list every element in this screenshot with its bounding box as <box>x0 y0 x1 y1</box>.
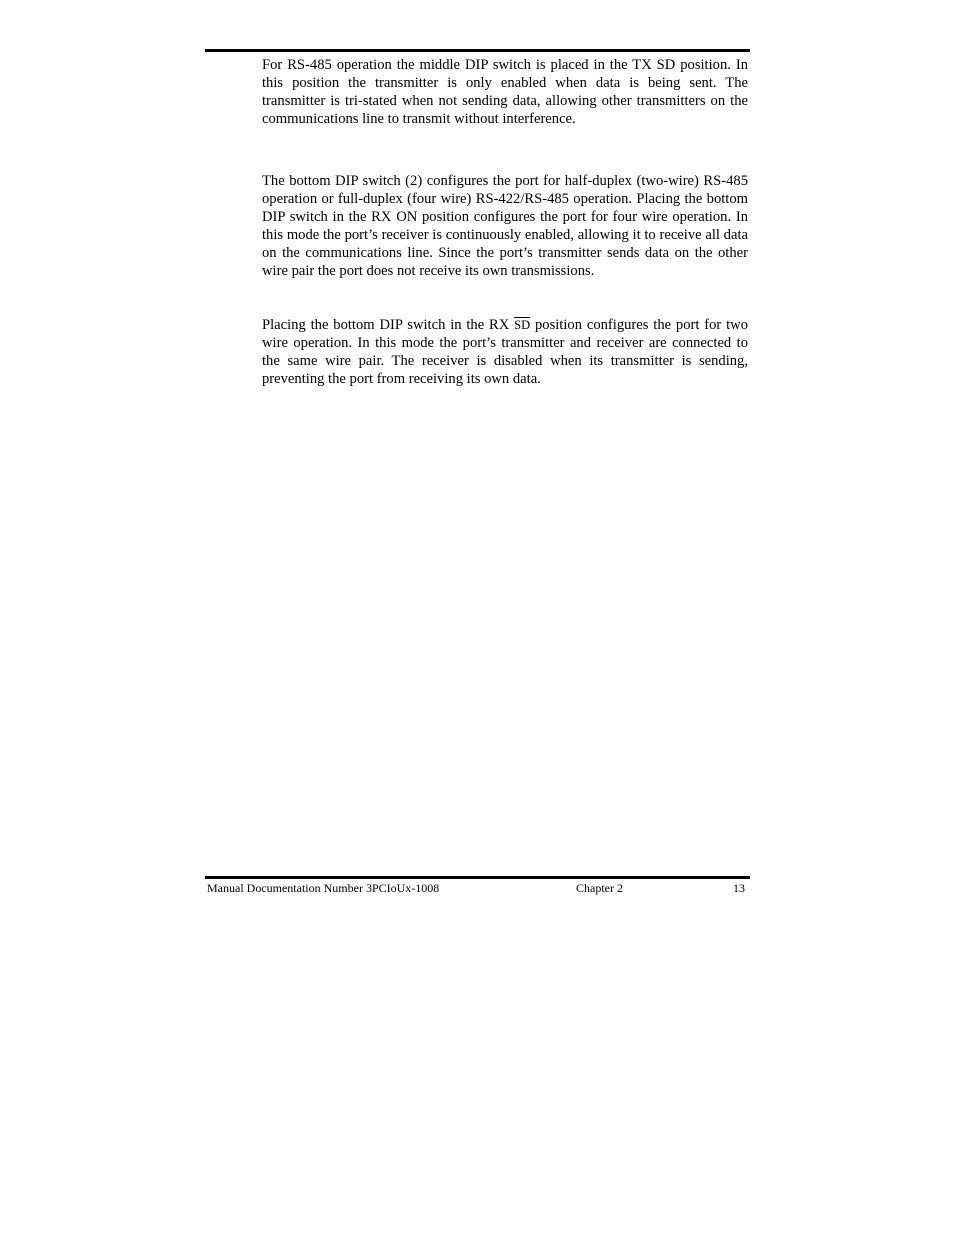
header-rule <box>205 49 750 52</box>
overlined-sd-label: $\overline{SD}$ <box>514 318 531 332</box>
footer-rule <box>205 876 750 879</box>
paragraph-rx-on: The bottom DIP switch (2) configures the port for half-duplex (two-wire) RS-485 operation or full-duplex (four wire) RS-422/RS-485 operation. Placing the bottom DIP switch in the RX ON position configures the port for four wire operation. In this mode the port’s receiver is continuously enabled, allowing it to receive all data on the communications line. Since the port’s transmitter sends data on the other wire pair the port does not receive its own transmissions. <box>262 173 748 279</box>
footer-page-number: 13 <box>733 881 745 895</box>
paragraph-rx-sd-text-end: position configures the port for two wire operation. In this mode the port’s transmitter and receiver are connected to the same wire pair. The receiver is disabled when its transmitter is sending, preventing the port from receiving its own data. <box>262 317 749 387</box>
footer-chapter: Chapter 2 <box>576 881 623 895</box>
paragraph-rx-sd-text-start: Placing the bottom DIP switch in the RX <box>262 317 515 333</box>
footer-document-number: Manual Documentation Number 3PCIoUx-1008 <box>207 881 440 895</box>
paragraph-rx-sd <box>262 317 748 389</box>
paragraph-tx-sd: For RS-485 operation the middle DIP switch is placed in the TX SD position. In this position the transmitter is only enabled when data is being sent. The transmitter is tri-stated when not sending data, allowing other transmitters on the communications line to transmit without interference. <box>262 57 748 127</box>
